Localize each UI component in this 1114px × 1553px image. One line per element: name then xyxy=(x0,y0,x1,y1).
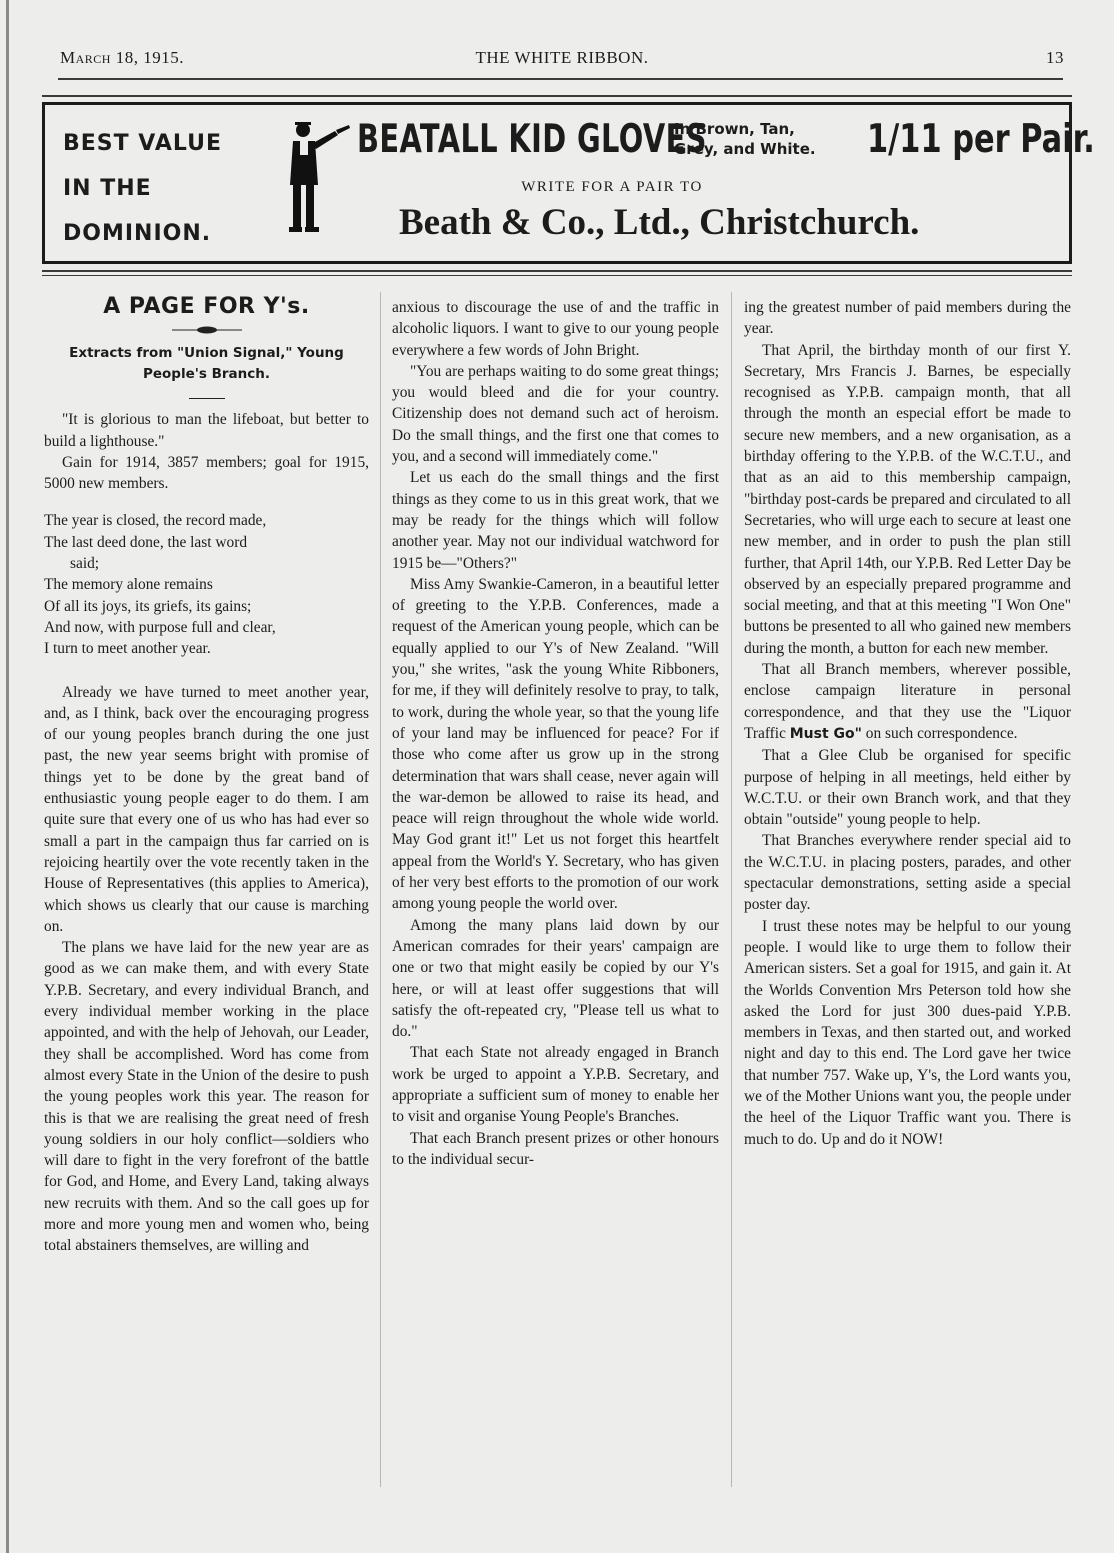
ad-slogan-line-3: DOMINION. xyxy=(63,221,212,246)
ad-write-line: WRITE FOR A PAIR TO xyxy=(521,179,703,195)
verse xyxy=(44,510,369,659)
paragraph: That a Glee Club be organised for specific purpose of helping in all meetings, held either by W.C.T.U. or their own Branch work, and that they obtain "outside" young people to help. xyxy=(744,747,1071,829)
paragraph: That each Branch present prizes or other honours to the individual secur- xyxy=(392,1129,719,1168)
page-edge-shadow xyxy=(6,0,9,1553)
running-head xyxy=(60,48,1064,72)
ornament-divider-icon xyxy=(172,325,242,335)
ad-bottom-rule-2 xyxy=(42,275,1072,276)
ad-top-rule xyxy=(42,95,1072,97)
verse-line: The year is closed, the record made, xyxy=(44,512,267,530)
paragraph: ing the greatest number of paid members during the year. xyxy=(744,299,1071,338)
ad-slogan-line-2: IN THE xyxy=(63,176,152,201)
paragraph: The plans we have laid for the new year are as good as we can make them, and with every State Y.P.B. Secretary, and every individual Branch, and every individual member working in the place appointed, and with the help of Jehovah, our Leader, they shall be accomplished. Word has come from almost every State in the Union of the desire to push the young peoples work this year. The reason for this is that we are realising the great need of fresh young soldiers in our holy conflict—soldiers who will dare to fight in the very forefront of the battle for God, and Home, and Every Land, taking always new recruits with them. And so the call goes up for more and more young men and women who, being total abstainers themselves, are willing and xyxy=(44,939,369,1255)
column-divider-1 xyxy=(380,292,381,1487)
emphasis-text: Must Go" xyxy=(789,725,862,742)
paragraph: Among the many plans laid down by our American comrades for their years' campaign are one or two that might easily be copied by our Y's here, or will at least offer suggestions that will satisfy the oft-repeated cry, "Please tell us what to do." xyxy=(392,916,719,1041)
ad-colors-line-2: Grey, and White. xyxy=(674,140,816,158)
short-rule xyxy=(189,398,225,399)
paragraph: anxious to discourage the use of and the traffic in alcoholic liquors. I want to give to our young people everywhere a few words of John Bright. xyxy=(392,299,719,359)
paragraph: Miss Amy Swankie-Cameron, in a beautiful letter of greeting to the Y.P.B. Conferences, made a request of the American young people, which can be equally applied to our Y's of New Zealand. "Will you," she writes, "ask the young White Ribboners, for me, if they will definitely resolve to pray, to talk, to work, during the whole year, so that the young life of your land may be influenced for peace? For if those who come after us grow up in the strong determination that wars shall cease, never again will the war-demon be allowed to raise its head, and peace will reign throughout the whole wide world. May God grant it!" Let us not forget this heartfelt appeal from the World's Y. Secretary, who has given of her very best efforts to the promotion of our work among young people the world over. xyxy=(392,575,719,913)
article-column-3 xyxy=(744,297,1071,1150)
ad-company: Beath & Co., Ltd., Christchurch. xyxy=(399,202,920,243)
article-subheading-1: Extracts from "Union Signal," Young xyxy=(69,345,344,362)
paragraph xyxy=(744,659,1071,745)
glove-advertisement xyxy=(42,102,1095,264)
ad-price: 1/11 per Pair. xyxy=(867,117,1095,162)
paragraph: Let us each do the small things and the first things as they come to us in this great work, that we may be ready for the things which will follow another year. May not our individual watchword for 1915 be—"Others?" xyxy=(392,469,719,572)
verse-line: The memory alone remains xyxy=(44,576,213,594)
pointing-man-icon xyxy=(283,119,353,237)
article-column-2 xyxy=(392,297,719,1170)
article-subheading-2: People's Branch. xyxy=(142,366,271,383)
verse-line: I turn to meet another year. xyxy=(44,640,211,658)
ad-write-line-wrap xyxy=(45,179,1069,196)
paragraph: I trust these notes may be helpful to our young people. I would like to urge them to follow their American sisters. Set a goal for 1915, and gain it. At the Worlds Convention Mrs Peterson told how she asked the Lord for just 300 dues-paid Y.P.B. members in Texas, and then started out, and worked night and day to this end. The Lord gave her twice that number 757. Wake up, Y's, the Lord wants you, we of the Mother Unions want you, the people under the heel of the Liquor Traffic want you. There is much to do. Up and do it NOW! xyxy=(744,917,1071,1148)
publication-title: THE WHITE RIBBON. xyxy=(475,48,649,67)
verse-line: said; xyxy=(70,555,100,573)
paragraph: That each State not already engaged in Branch work be urged to appoint a Y.P.B. Secretary, and appropriate a sufficient sum of money to enable her to visit and organise Young People's Branches. xyxy=(392,1044,719,1126)
verse-line: The last deed done, the last word xyxy=(44,533,248,551)
column-divider-2 xyxy=(731,292,732,1487)
article-column-1 xyxy=(44,293,369,1257)
paragraph: That Branches everywhere render special aid to the W.C.T.U. in placing posters, parades, and other spectacular demonstrations, setting aside a special poster day. xyxy=(744,832,1071,914)
paragraph-text: on such correspondence. xyxy=(861,724,1018,742)
ad-bottom-rule xyxy=(42,270,1072,272)
paragraph: That April, the birthday month of our first Y. Secretary, Mrs Francis J. Barnes, be especially recognised as Y.P.B. campaign month, that all through the month an especial effort be made to secure new members, and a new organisation, as a birthday offering to the Y.P.B. of the W.C.T.U., and that as an aid to this membership campaign, "birthday post-cards be prepared and circulated to all Secretaries, who will urge each to secure at least one new member, and in order to push the plan still further, that April 14th, our Y.P.B. Red Letter Day be observed by an especially prepared programme and social meeting, and that at this meeting "I Won One" buttons be presented to all who gained new members during the month, a button for each new member. xyxy=(744,341,1071,657)
ad-colors xyxy=(674,119,816,159)
paragraph: Already we have turned to meet another year, and, as I think, back over the encouraging progress of our young peoples branch during the one just past, the new year seems bright with promise of things yet to be done by the great band of enthusiastic young people eager to do them. I am quite sure that every one of us who has had ever so small a part in the campaign thus far carried on is rejoicing heartily over the vote recently taken in the House of Representatives (this applies to America), which shows us clearly that our cause is marching on. xyxy=(44,683,369,935)
header-rule xyxy=(58,78,1063,80)
article-headline: A PAGE FOR Y's. xyxy=(103,294,310,319)
paragraph-text: That all Branch members, wherever possible, enclose campaign literature in personal correspondence, and that they use the "Liquor Traffic xyxy=(744,661,1071,742)
issue-date: March 18, 1915. xyxy=(60,48,184,67)
ad-product-name: BEATALL KID GLOVES xyxy=(357,117,707,162)
paragraph: "It is glorious to man the lifeboat, but better to build a lighthouse." xyxy=(44,411,369,450)
ad-slogan-line-1: BEST VALUE xyxy=(63,131,222,156)
paragraph: "You are perhaps waiting to do some great things; you would bleed and die for your country. Citizenship does not demand such act of heroism. Do the small things, and the first one that comes to you, and a second will immediately come." xyxy=(392,362,719,466)
verse-line: And now, with purpose full and clear, xyxy=(44,618,276,636)
verse-line: Of all its joys, its griefs, its gains; xyxy=(44,597,252,615)
ad-colors-line-1: In Brown, Tan, xyxy=(674,120,795,138)
page-number: 13 xyxy=(1046,48,1064,67)
paragraph: Gain for 1914, 3857 members; goal for 1915, 5000 new members. xyxy=(44,453,369,493)
